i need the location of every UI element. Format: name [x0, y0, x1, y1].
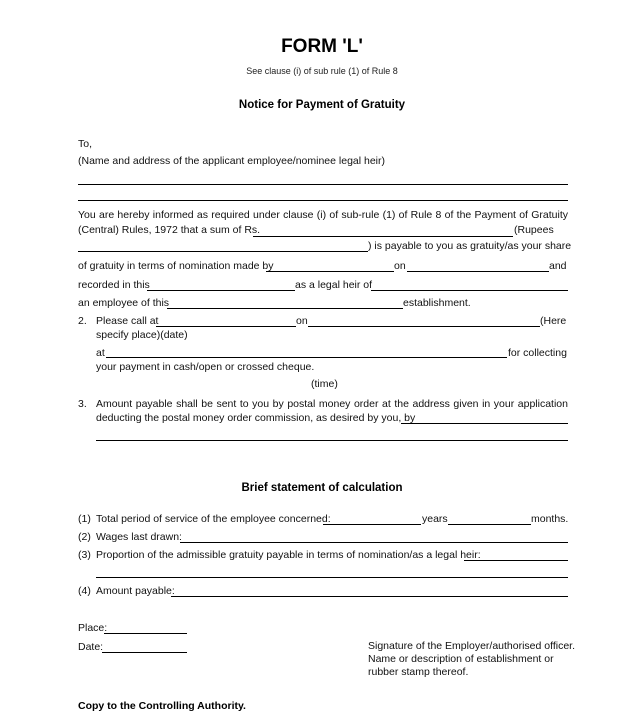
payment-mode-field-2[interactable] — [96, 440, 568, 441]
form-title: FORM 'L' — [281, 36, 363, 57]
payment-mode-field-1[interactable] — [401, 423, 568, 424]
call-place-field[interactable] — [156, 326, 296, 327]
item2-line1-suffix: (Here — [540, 315, 567, 327]
notice-heading: Notice for Payment of Gratuity — [238, 99, 406, 111]
para1-line2-suffix: (Rupees — [514, 224, 554, 236]
calc-item-label-3: Proportion of the admissible gratuity payable in terms of nomination/as a legal heir: — [96, 549, 481, 561]
calc-item-number-2: (2) — [78, 531, 91, 543]
item2-line3-suffix: for collecting — [508, 347, 567, 359]
item3-line1: Amount payable shall be sent to you by postal money order at the address given in your application — [96, 398, 568, 410]
calculation-heading: Brief statement of calculation — [241, 482, 403, 494]
form-subtitle: See clause (i) of sub rule (1) of Rule 8 — [246, 66, 398, 76]
calc-item-label-1: Total period of service of the employee concerned: — [96, 513, 331, 525]
years-label: years — [422, 513, 448, 525]
para1-line5-prefix: recorded in this — [78, 279, 150, 291]
signature-line2: Name or description of establishment or — [368, 653, 554, 665]
calc-item-number-3: (3) — [78, 549, 91, 561]
calc-item-number-1: (1) — [78, 513, 91, 525]
para1-line4-prefix: of gratuity in terms of nomination made by — [78, 260, 274, 272]
amount-payable-field[interactable] — [171, 596, 568, 597]
calc-item-label-4: Amount payable: — [96, 585, 175, 597]
call-time-field[interactable] — [106, 357, 507, 358]
item2-line1-prefix: Please call at — [96, 315, 159, 327]
item3-number: 3. — [78, 398, 87, 410]
item2-time-hint: (time) — [311, 378, 338, 390]
call-date-field[interactable] — [308, 326, 540, 327]
establishment-field[interactable] — [167, 308, 403, 309]
item2-line2: specify place)(date) — [96, 329, 188, 341]
item2-number: 2. — [78, 315, 87, 327]
para1-line5-mid: as a legal heir of — [295, 279, 373, 291]
address-line-2[interactable] — [78, 200, 568, 201]
calc-item-label-2: Wages last drawn: — [96, 531, 182, 543]
place-field[interactable] — [104, 633, 187, 634]
item2-line4: your payment in cash/open or crossed cheque. — [96, 361, 315, 373]
place-label: Place: — [78, 622, 108, 634]
address-line-1[interactable] — [78, 184, 568, 185]
para1-line1: You are hereby informed as required under clause (i) of sub-rule (1) of Rule 8 of the Payment of Gratuity — [78, 209, 568, 221]
date-label: Date: — [78, 641, 104, 653]
para1-line3-suffix: ) is payable to you as gratuity/as your share — [368, 240, 572, 252]
signature-line3: rubber stamp thereof. — [368, 666, 469, 678]
to-label: To, — [78, 138, 93, 150]
service-years-field[interactable] — [323, 524, 421, 525]
months-label: months. — [531, 513, 569, 525]
copy-to-controlling-authority: Copy to the Controlling Authority. — [78, 700, 246, 712]
para1-line6-prefix: an employee of this — [78, 297, 170, 309]
legal-heir-of-field[interactable] — [371, 290, 568, 291]
calc-item-number-4: (4) — [78, 585, 91, 597]
service-months-field[interactable] — [448, 524, 531, 525]
nomination-date-field[interactable] — [407, 271, 549, 272]
para1-line4-mid: on — [394, 260, 406, 272]
signature-line1: Signature of the Employer/authorised officer. — [368, 640, 576, 652]
item3-line2-prefix: deducting the postal money order commission, as desired by you, by — [96, 412, 416, 424]
date-field[interactable] — [102, 652, 187, 653]
item2-line1-mid: on — [296, 315, 308, 327]
para1-line2-prefix: (Central) Rules, 1972 that a sum of Rs. — [78, 224, 261, 236]
para1-line6-suffix: establishment. — [403, 297, 471, 309]
nomination-made-by-field[interactable] — [266, 271, 394, 272]
name-address-hint: (Name and address of the applicant employee/nominee legal heir) — [78, 155, 386, 167]
amount-words-field[interactable] — [78, 251, 368, 252]
proportion-field-1[interactable] — [464, 560, 568, 561]
para1-line4-suffix: and — [549, 260, 567, 272]
recorded-in-field[interactable] — [147, 290, 295, 291]
item2-line3-prefix: at — [96, 347, 105, 359]
proportion-field-2[interactable] — [96, 577, 568, 578]
wages-last-drawn-field[interactable] — [180, 542, 568, 543]
amount-rs-field[interactable] — [253, 236, 513, 237]
